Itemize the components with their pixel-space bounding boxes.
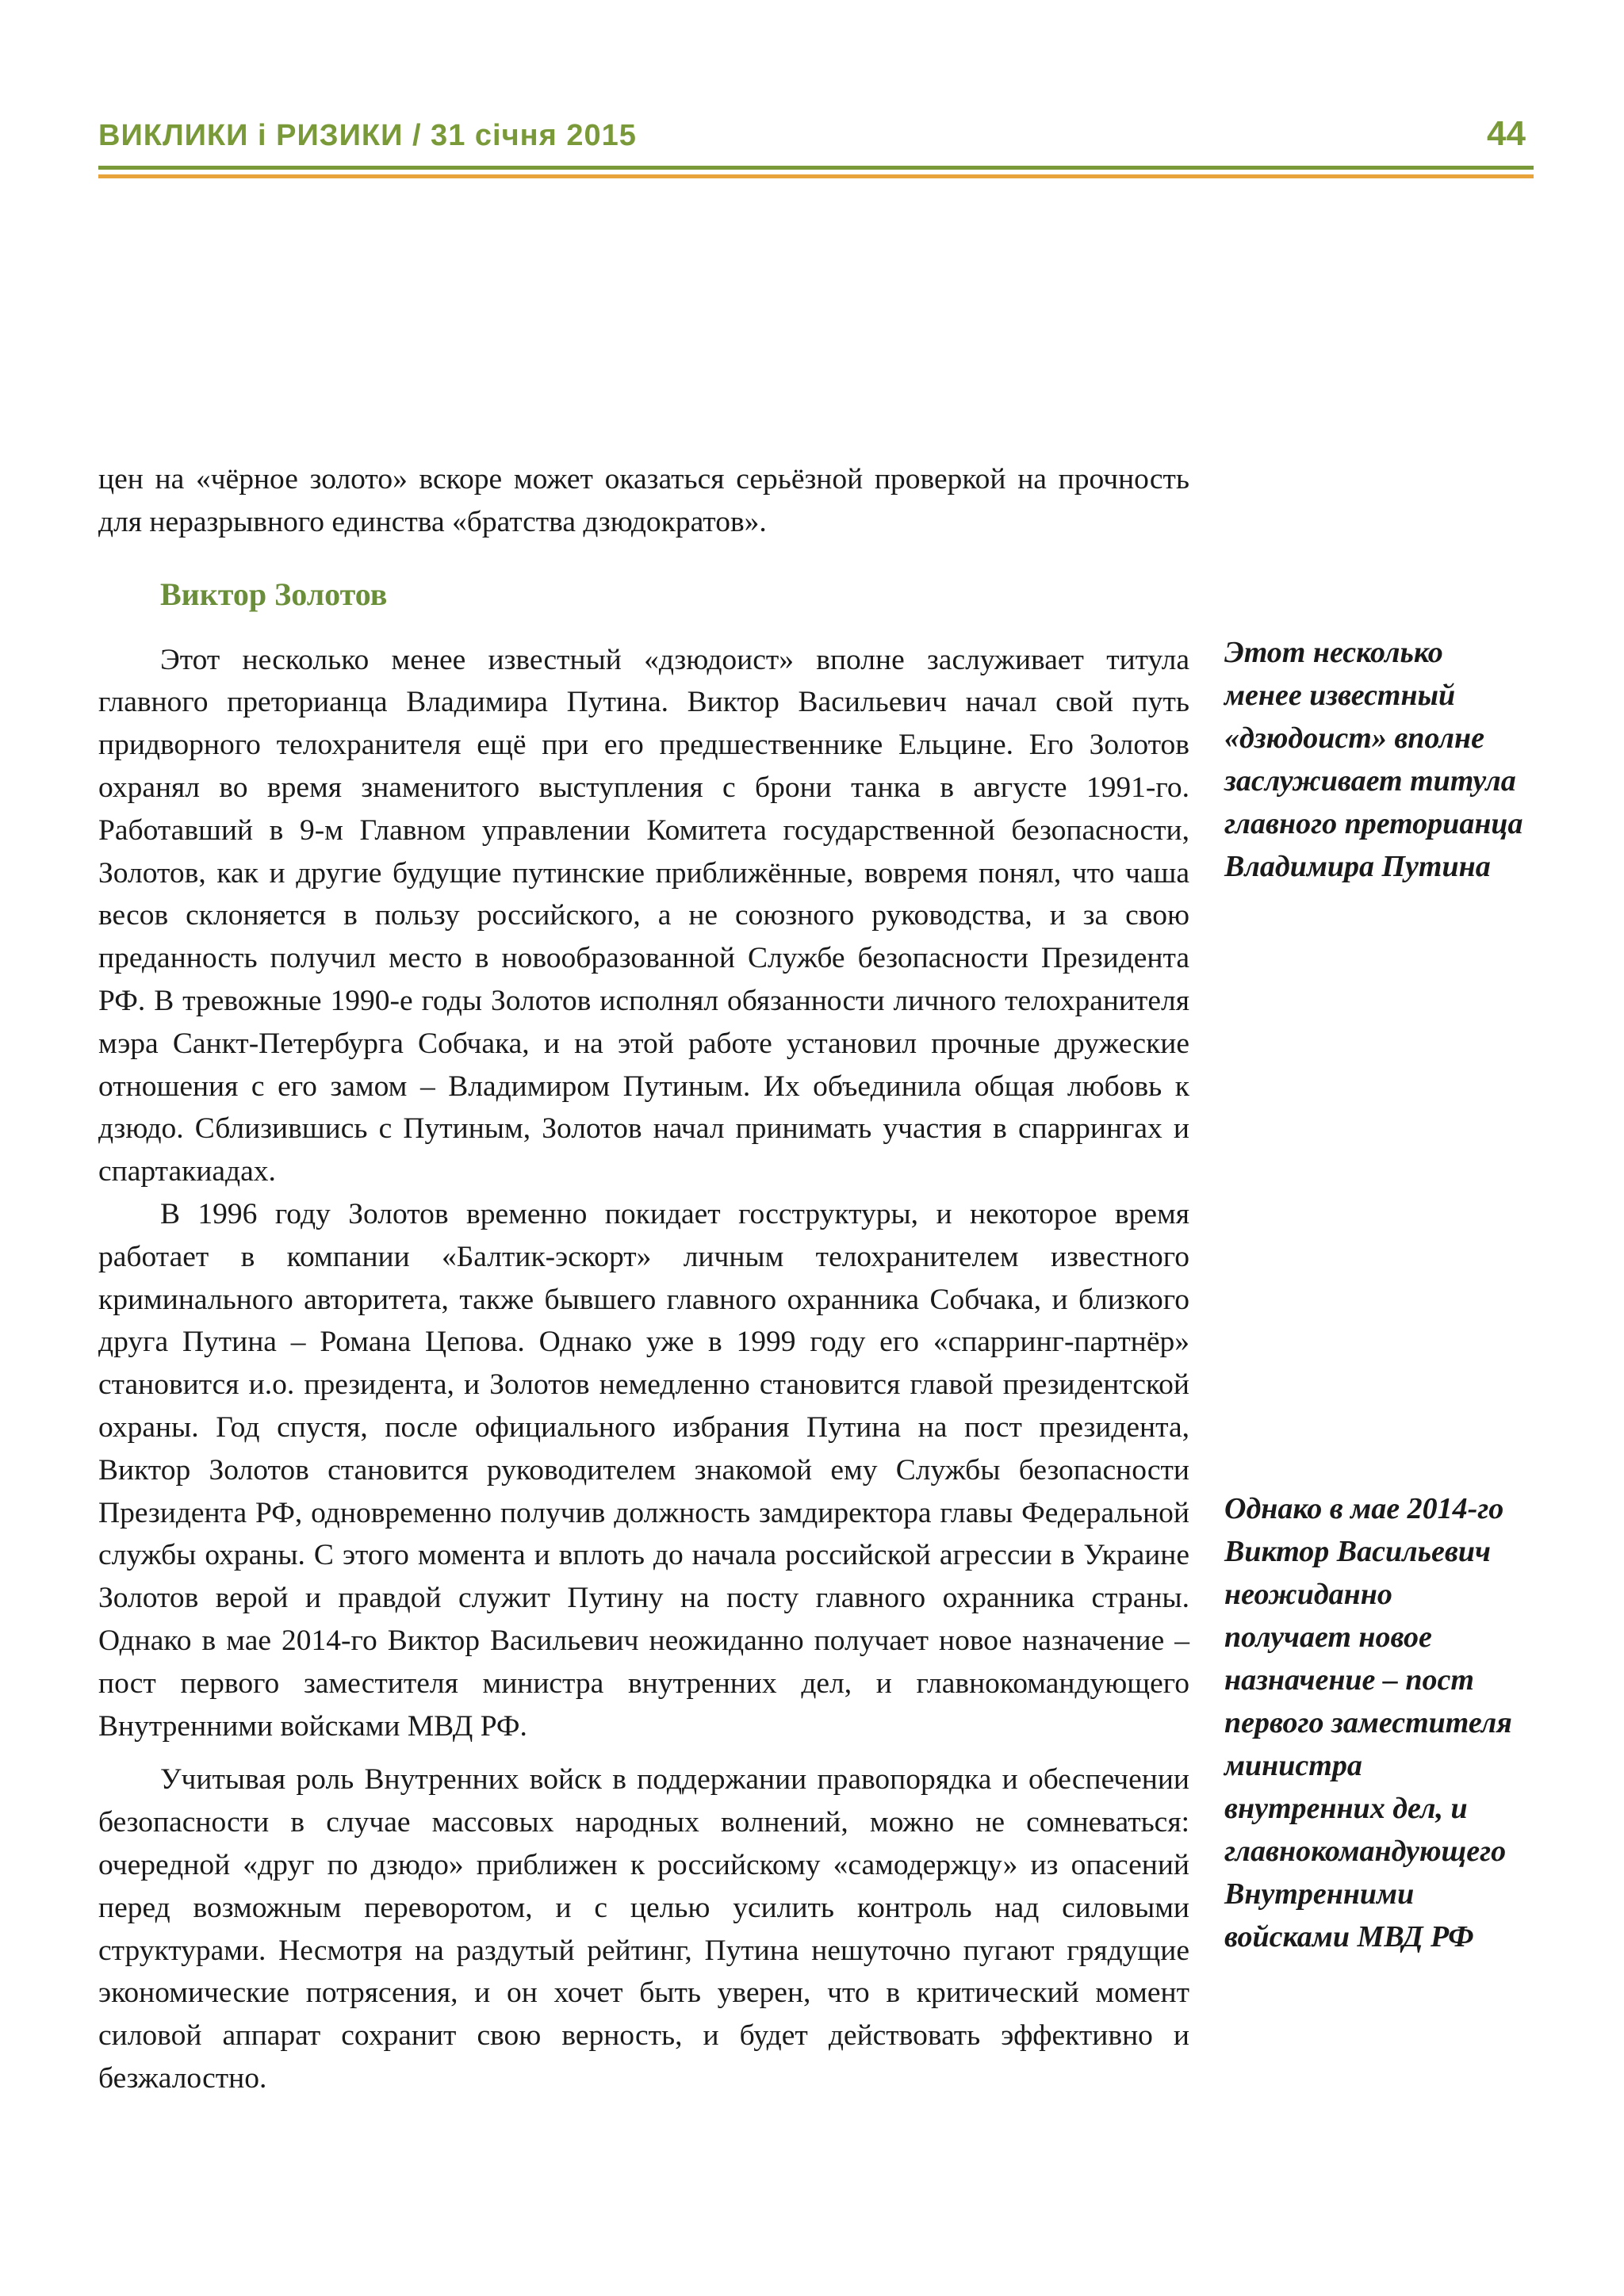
body-paragraph: Этот несколько менее известный «дзюдоист» вполне заслуживает титула главного преторианца Владимира Путина. Виктор Васильевич начал свой путь придворного телохранителя ещё при его предшественнике Ельцине. Его Золотов охранял во время знаменитого выступления с брони танка в августе 1991-го. Работавший в 9-м Главном управлении Комитета государственной безопасности, Золотов, как и другие будущие путинские приближённые, вовремя понял, что чаша весов склоняется в пользу российского, а не союзного руководства, и за свою преданность получил место в новообразованной Службе безопасности Президента РФ. В тревожные 1990-е годы Золотов исполнял обязанности личного телохранителя мэра Санкт-Петербурга Собчака, и на этой работе установил прочные дружеские отношения с его замом – Владимиром Путиным. Их объединила общая любовь к дзюдо. Сблизившись с Путиным, Золотов начал принимать участия в спаррингах и спартакиадах.: [98, 643, 1189, 1188]
intro-paragraph: цен на «чёрное золото» вскоре может оказаться серьёзной проверкой на прочность для неразрывного единства «братства дзюдократов».: [98, 463, 1189, 538]
section-heading: Виктор Золотов: [160, 576, 388, 612]
page-number: 44: [1487, 114, 1526, 153]
header-rule-orange: [98, 174, 1534, 178]
publication-title: ВИКЛИКИ і РИЗИКИ / 31 січня 2015: [98, 119, 637, 152]
pull-quote: Однако в мае 2014-го Виктор Васильевич неожиданно получает новое назначение – пост первого заместителя министра внутренних дел, и главнокомандующего Внутренними войсками МВД РФ: [1224, 1492, 1512, 1954]
pull-quote: Этот несколько менее известный «дзюдоист» вполне заслуживает титула главного преторианца Владимира Путина: [1224, 636, 1523, 883]
article-body: [98, 458, 1189, 2100]
body-paragraph: Учитывая роль Внутренних войск в поддержании правопорядка и обеспечении безопасности в случае массовых народных волнений, можно не сомневаться: очередной «друг по дзюдо» приближен к российскому «самодержцу» из опасений перед возможным переворотом, и с целью усилить контроль над силовыми структурами. Несмотря на раздутый рейтинг, Путина нешуточно пугают грядущие экономические потрясения, и он хочет быть уверен, что в критический момент силовой аппарат сохранит свою верность, и будет действовать эффективно и безжалостно.: [98, 1763, 1189, 2095]
body-paragraph: В 1996 году Золотов временно покидает госструктуры, и некоторое время работает в компании «Балтик-эскорт» личным телохранителем известного криминального авторитета, также бывшего главного охранника Собчака, и близкого друга Путина – Романа Цепова. Однако уже в 1999 году его «спарринг-партнёр» становится и.о. президента, и Золотов немедленно становится главой президентской охраны. Год спустя, после официального избрания Путина на пост президента, Виктор Золотов становится руководителем знакомой ему Службы безопасности Президента РФ, одновременно получив должность замдиректора главы Федеральной службы охраны. С этого момента и вплоть до начала российской агрессии в Украине Золотов верой и правдой служит Путину на посту главного охранника страны. Однако в мае 2014-го Виктор Васильевич неожиданно получает новое назначение – пост первого заместителя министра внутренних дел, и главнокомандующего Внутренними войсками МВД РФ.: [98, 1197, 1189, 1743]
header-rule-green: [98, 166, 1534, 170]
